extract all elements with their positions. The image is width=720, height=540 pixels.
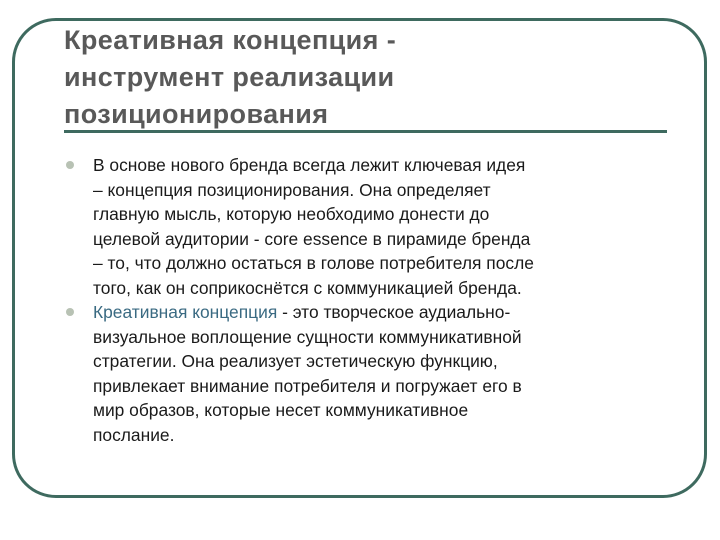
highlighted-term: Креативная концепция bbox=[93, 302, 278, 322]
bullet-line: главную мысль, которую необходимо донести до bbox=[93, 204, 490, 224]
bullet-line bbox=[93, 300, 674, 325]
bullet-line: привлекает внимание потребителя и погружает его в bbox=[93, 375, 522, 396]
bullet-line-rest: - это творческое аудиально- bbox=[277, 302, 511, 322]
bullet-line: целевой аудитории - core essence в пирамиде бренда bbox=[93, 228, 531, 249]
bullet-line: мир образов, которые несет коммуникативное bbox=[93, 400, 469, 420]
title-divider bbox=[64, 130, 667, 133]
title-line: инструмент реализации bbox=[64, 62, 395, 92]
slide-title bbox=[64, 22, 664, 133]
bullet-line: визуальное воплощение сущности коммуникативной bbox=[93, 326, 522, 347]
bullet-line: стратегии. Она реализует эстетическую функцию, bbox=[93, 351, 498, 371]
bullet-dot-icon bbox=[66, 308, 74, 316]
bullet-line: того, как он соприкоснётся с коммуникацией бренда. bbox=[93, 277, 522, 298]
bullet-item bbox=[64, 300, 674, 447]
bullet-line: послание. bbox=[93, 424, 175, 445]
bullet-line: В основе нового бренда всегда лежит ключевая идея bbox=[93, 155, 526, 175]
title-line: позиционирования bbox=[64, 99, 329, 129]
bullet-list bbox=[64, 153, 674, 447]
bullet-dot-icon bbox=[66, 161, 74, 169]
bullet-line: – то, что должно остаться в голове потребителя после bbox=[93, 253, 534, 273]
title-line: Креативная концепция - bbox=[64, 25, 397, 55]
bullet-line: – концепция позиционирования. Она определяет bbox=[93, 179, 491, 200]
bullet-item bbox=[64, 153, 674, 300]
